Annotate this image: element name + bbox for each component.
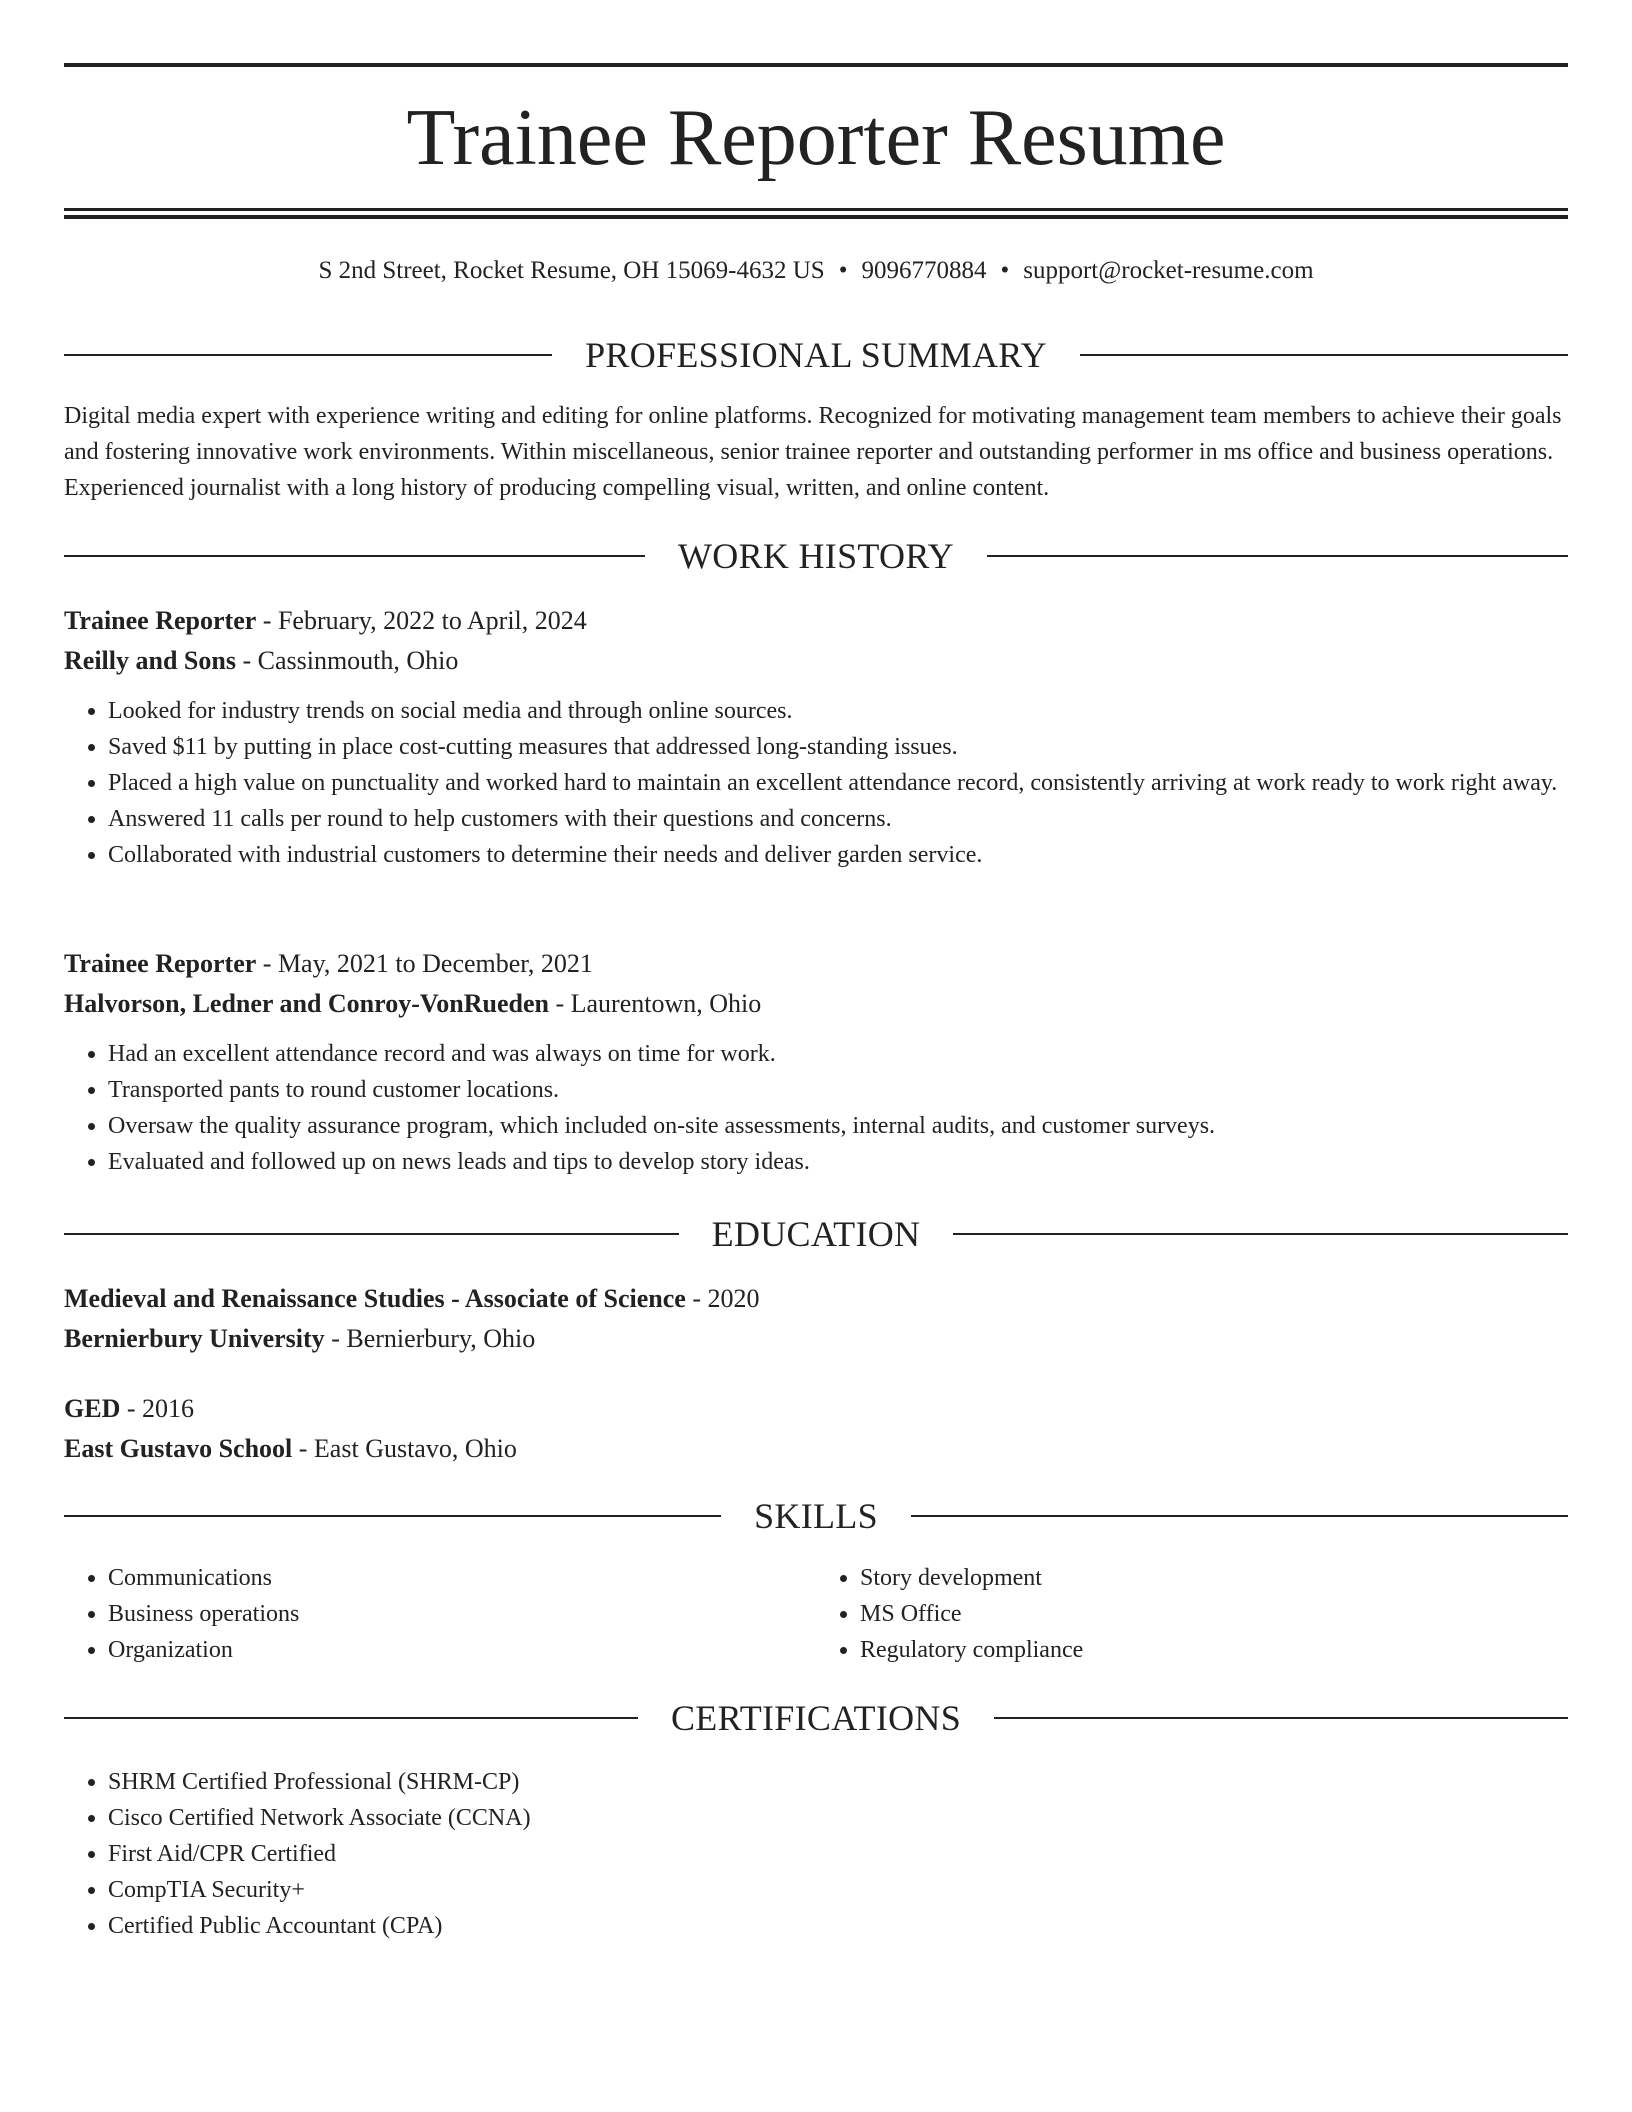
list-item: • Cisco Certified Network Associate (CCNA) (108, 1800, 1568, 1836)
skills-column-left (64, 1560, 816, 1668)
section-rule-right (1080, 354, 1568, 356)
section-header-skills (64, 1494, 1568, 1538)
certifications-list (64, 1764, 1568, 1944)
job-company-line (64, 984, 1568, 1024)
section-rule-left (64, 1233, 679, 1235)
list-item: • Certified Public Accountant (CPA) (108, 1908, 1568, 1944)
list-item: • First Aid/CPR Certified (108, 1836, 1568, 1872)
job-location: - Cassinmouth, Ohio (235, 646, 459, 675)
contact-line (64, 253, 1568, 289)
section-rule-left (64, 354, 552, 356)
list-item: • Looked for industry trends on social media and through online sources. (108, 693, 1568, 729)
job-company: Reilly and Sons (64, 646, 236, 675)
certifications-block (64, 1764, 1568, 1944)
section-title-certifications: CERTIFICATIONS (670, 1698, 962, 1738)
top-rule (64, 63, 1568, 67)
section-header-certifications (64, 1696, 1568, 1740)
job-title: Trainee Reporter (64, 606, 257, 635)
education-degree-line (64, 1279, 1568, 1319)
education-school: Bernierbury University (64, 1324, 325, 1353)
page-title: Trainee Reporter Resume (406, 94, 1226, 182)
list-item: • Communications (108, 1560, 816, 1596)
section-rule-right (911, 1515, 1568, 1517)
job-bullets (64, 693, 1568, 873)
list-item: • Answered 11 calls per round to help customers with their questions and concerns. (108, 801, 1568, 837)
section-rule-right (994, 1717, 1568, 1719)
job-bullets (64, 1036, 1568, 1180)
job-company-line (64, 641, 1568, 681)
section-header-work (64, 534, 1568, 578)
contact-email: support@rocket-resume.com (1023, 257, 1314, 284)
section-header-summary (64, 333, 1568, 377)
summary-block (64, 398, 1568, 506)
job-entry (64, 944, 1568, 1180)
education-entry (64, 1389, 1568, 1469)
list-item: • Regulatory compliance (860, 1632, 1568, 1668)
contact-separator: • (838, 257, 848, 284)
education-school-line (64, 1319, 1568, 1359)
section-title-education: EDUCATION (711, 1214, 921, 1254)
list-item: • Organization (108, 1632, 816, 1668)
education-location: - Bernierbury, Ohio (324, 1324, 536, 1353)
list-item: • MS Office (860, 1596, 1568, 1632)
education-entry (64, 1279, 1568, 1359)
title-rule-thick (64, 215, 1568, 219)
section-title-work: WORK HISTORY (678, 536, 954, 576)
job-title-line (64, 944, 1568, 984)
section-title-skills: SKILLS (754, 1496, 878, 1536)
list-item: • Had an excellent attendance record and was always on time for work. (108, 1036, 1568, 1072)
education-school-line (64, 1429, 1568, 1469)
list-item: • Saved $11 by putting in place cost-cutting measures that addressed long-standing issues. (108, 729, 1568, 765)
summary-text: Digital media expert with experience writing and editing for online platforms. Recognized for motivating management team members to achieve their goals and fostering innovative work environments. Within miscellaneous, senior trainee reporter and outstanding performer in ms office and business operations. Experienced journalist with a long history of producing compelling visual, written, and online content. (64, 403, 1562, 501)
education-degree-line (64, 1389, 1568, 1429)
education-location: - East Gustavo, Ohio (292, 1434, 517, 1463)
job-entry (64, 601, 1568, 873)
education-degree: GED (64, 1394, 121, 1423)
list-item: • Business operations (108, 1596, 816, 1632)
section-rule-left (64, 1717, 638, 1719)
skills-grid (64, 1560, 1568, 1668)
list-item: • Transported pants to round customer locations. (108, 1072, 1568, 1108)
list-item: • Evaluated and followed up on news leads and tips to develop story ideas. (108, 1144, 1568, 1180)
skills-block (64, 1560, 1568, 1668)
section-rule-right (987, 555, 1568, 557)
job-company: Halvorson, Ledner and Conroy-VonRueden (64, 989, 549, 1018)
section-header-education (64, 1212, 1568, 1256)
education-year: - 2020 (685, 1284, 760, 1313)
list-item: • Story development (860, 1560, 1568, 1596)
section-rule-left (64, 555, 645, 557)
job-title-line (64, 601, 1568, 641)
job-location: - Laurentown, Ohio (548, 989, 762, 1018)
education-year: - 2016 (120, 1394, 195, 1423)
job-title: Trainee Reporter (64, 949, 257, 978)
section-title-summary: PROFESSIONAL SUMMARY (585, 335, 1047, 375)
education-school: East Gustavo School (64, 1434, 293, 1463)
skills-column-right (816, 1560, 1568, 1668)
list-item: • SHRM Certified Professional (SHRM-CP) (108, 1764, 1568, 1800)
contact-phone: 9096770884 (861, 257, 987, 284)
section-rule-left (64, 1515, 721, 1517)
job-dates: - February, 2022 to April, 2024 (256, 606, 587, 635)
job-dates: - May, 2021 to December, 2021 (256, 949, 593, 978)
education-degree: Medieval and Renaissance Studies - Associate of Science (64, 1284, 686, 1313)
contact-separator: • (1000, 257, 1010, 284)
list-item: • Collaborated with industrial customers to determine their needs and deliver garden service. (108, 837, 1568, 873)
title-rule-thin (64, 208, 1568, 211)
contact-address: S 2nd Street, Rocket Resume, OH 15069-4632 US (318, 257, 825, 284)
list-item: • Oversaw the quality assurance program, which included on-site assessments, internal audits, and customer surveys. (108, 1108, 1568, 1144)
list-item: • CompTIA Security+ (108, 1872, 1568, 1908)
section-rule-right (953, 1233, 1568, 1235)
list-item: • Placed a high value on punctuality and worked hard to maintain an excellent attendance record, consistently arriving at work ready to work right away. (108, 765, 1568, 801)
